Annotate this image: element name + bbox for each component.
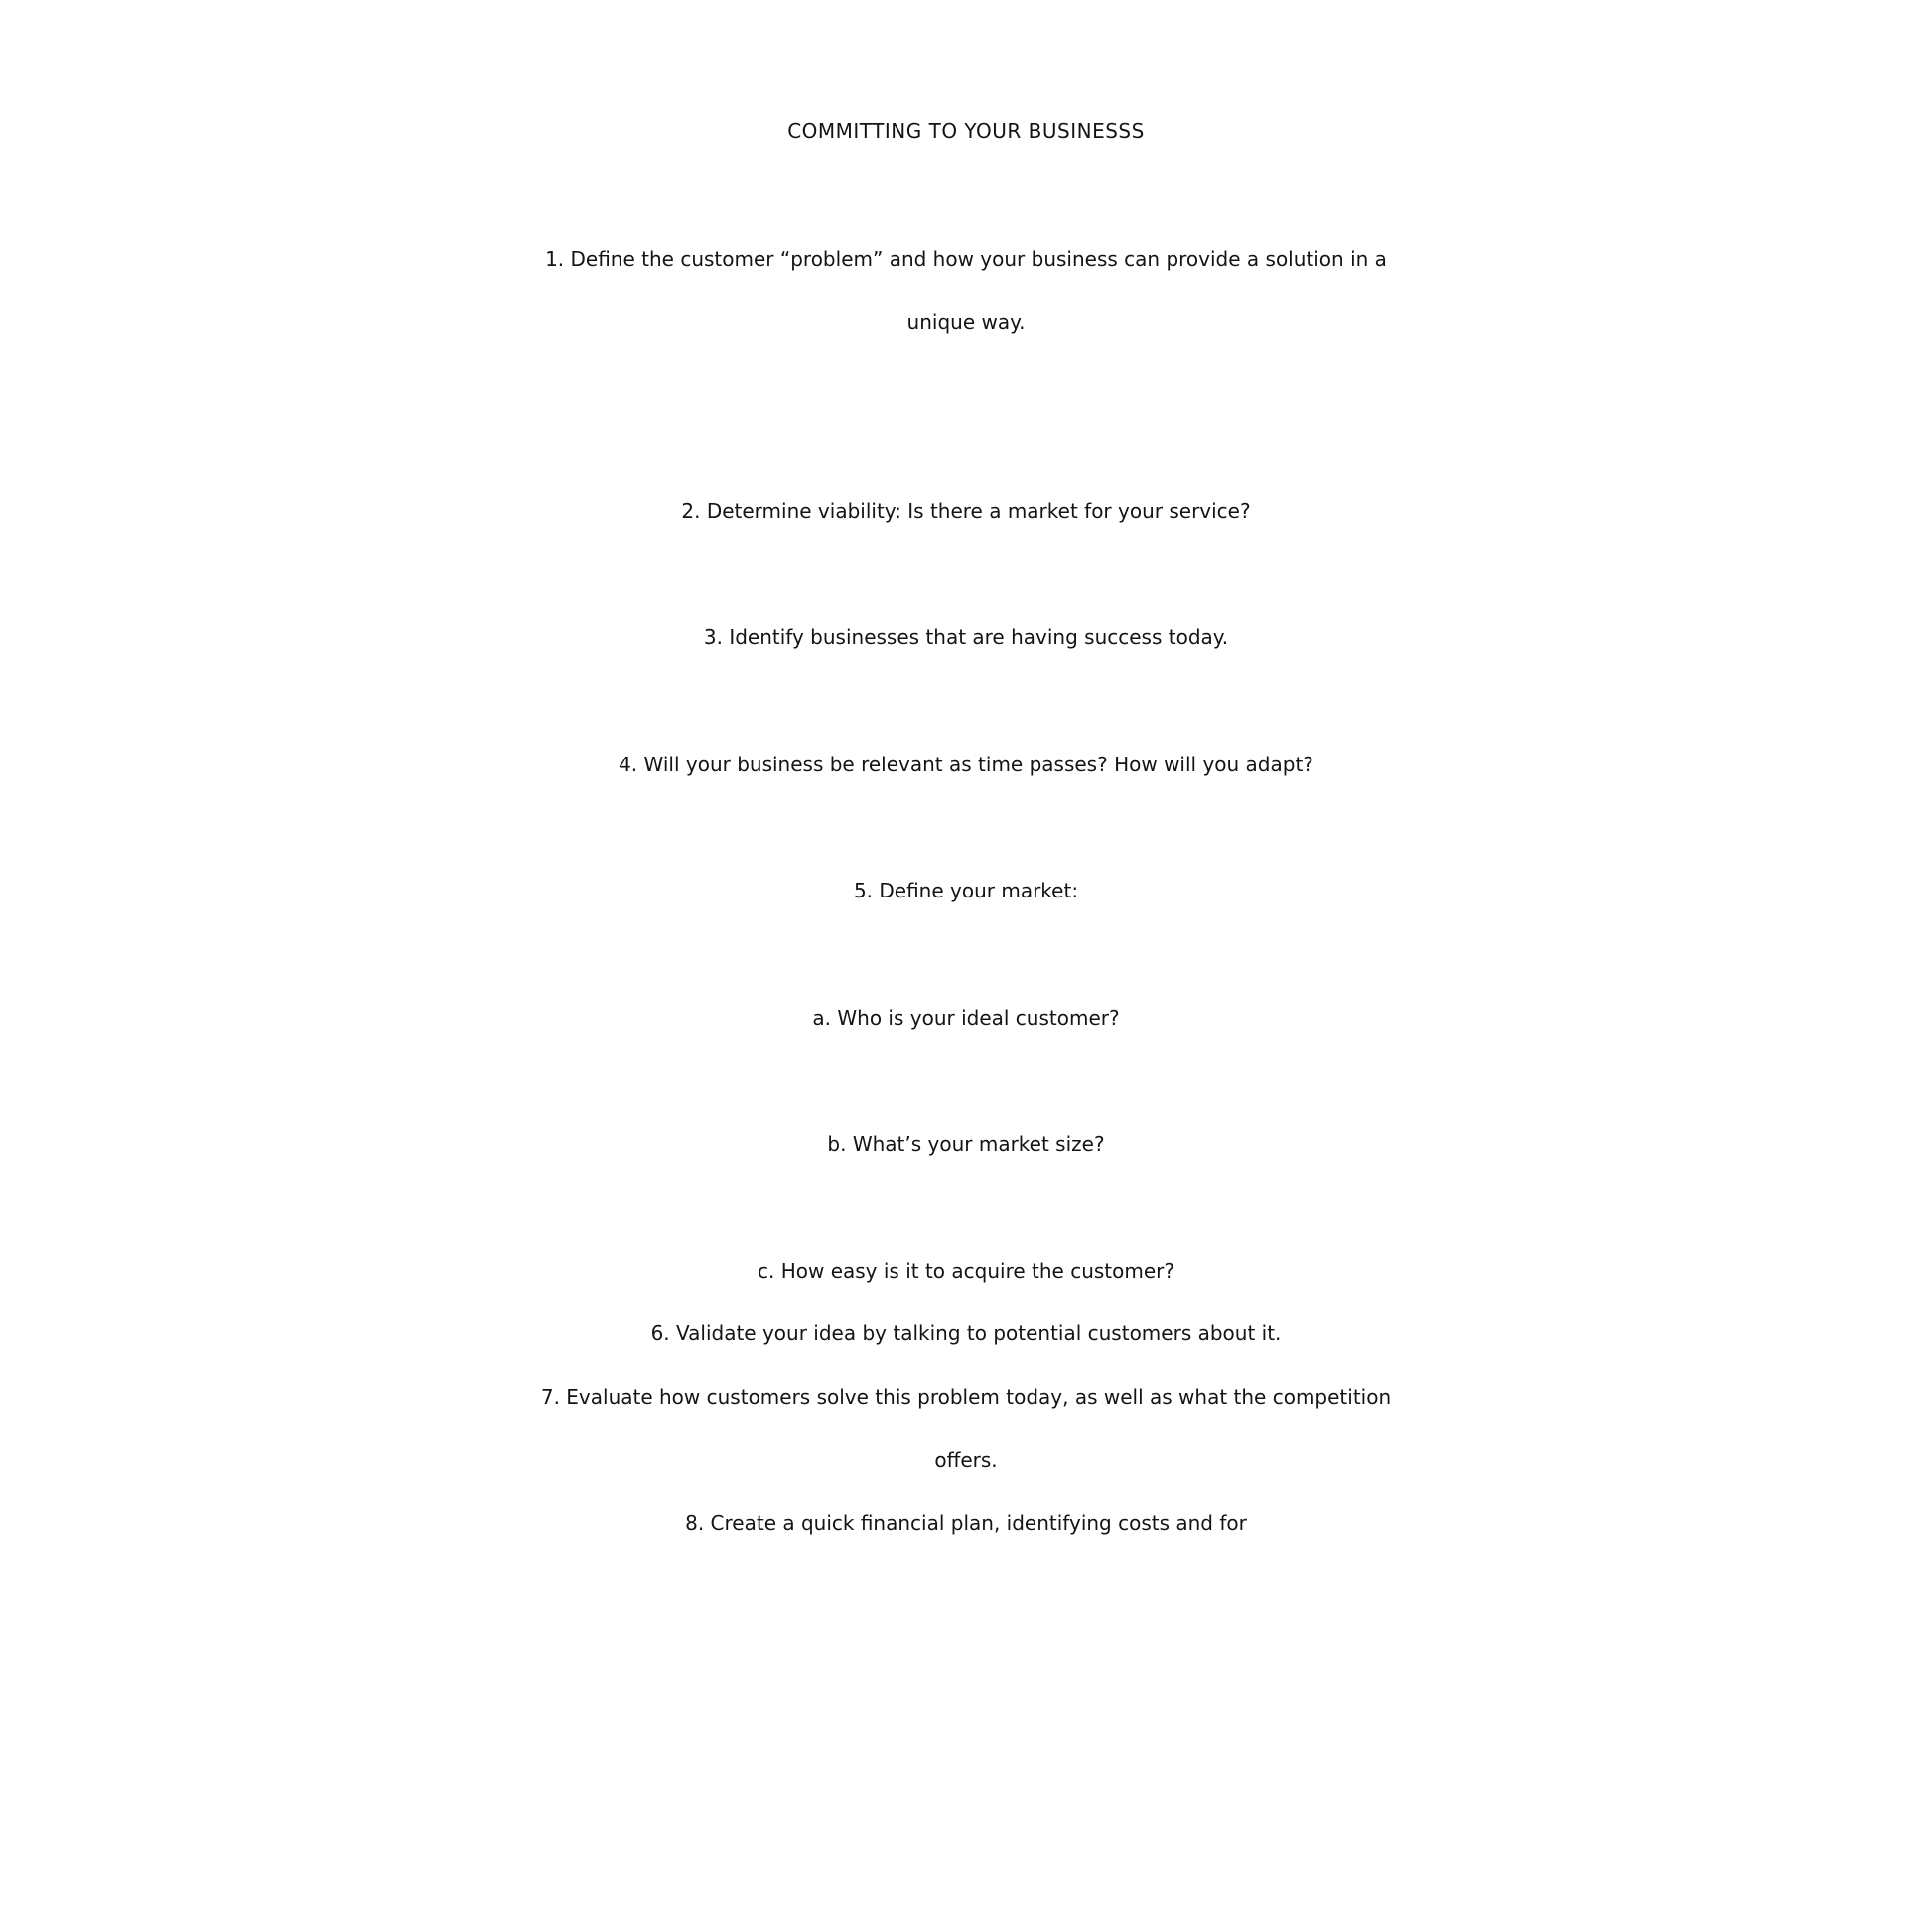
step-5: 5. Define your market: (853, 879, 1079, 902)
step-4: 4. Will your business be relevant as time passes? How will you adapt? (619, 753, 1313, 776)
step-7-line-2: offers. (934, 1449, 998, 1472)
step-5a: a. Who is your ideal customer? (812, 1006, 1120, 1030)
step-1-line-1: 1. Define the customer “problem” and how your business can provide a solution in a (545, 247, 1387, 271)
step-6: 6. Validate your idea by talking to potential customers about it. (650, 1321, 1282, 1345)
step-5b: b. What’s your market size? (827, 1132, 1105, 1156)
step-1-line-2: unique way. (906, 310, 1026, 334)
step-5c: c. How easy is it to acquire the customer? (758, 1259, 1174, 1283)
step-7-line-1: 7. Evaluate how customers solve this problem today, as well as what the competition (540, 1385, 1392, 1409)
document-title: COMMITTING TO YOUR BUSINESSS (787, 119, 1145, 143)
step-2: 2. Determine viability: Is there a market for your service? (681, 499, 1251, 523)
step-3: 3. Identify businesses that are having success today. (703, 625, 1229, 649)
step-8: 8. Create a quick financial plan, identifying costs and for (685, 1511, 1247, 1535)
